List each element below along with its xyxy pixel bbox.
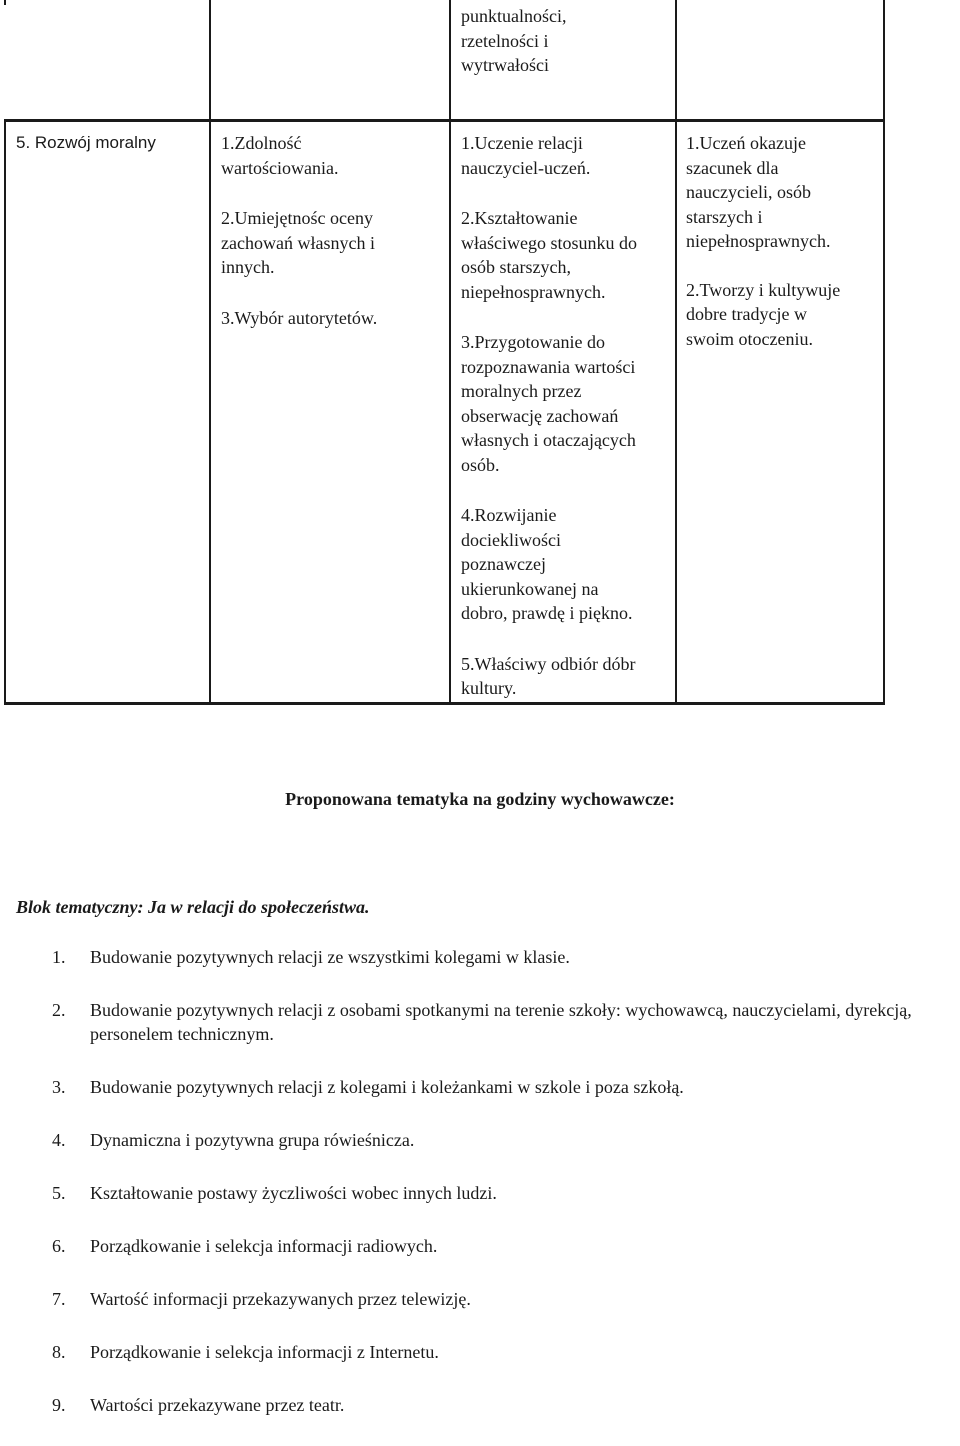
list-item <box>0 1181 960 1205</box>
list-item <box>0 1393 960 1417</box>
list-item-text: Wartości przekazywane przez teatr. <box>90 1395 345 1415</box>
content-item: 5.Właściwy odbiór dóbr kultury. <box>461 653 636 698</box>
skill-item: 2.Umiejętnośc oceny zachowań własnych i innych. <box>221 208 375 277</box>
table-divider-1 <box>209 0 211 705</box>
list-item-number: 4. <box>52 1130 66 1150</box>
table-cell-continuation: punktualności, rzetelności i wytrwałości <box>461 6 567 75</box>
skill-item: 1.Zdolność wartościowania. <box>221 133 339 178</box>
list-item-number: 6. <box>52 1236 66 1256</box>
skill-item: 3.Wybór autorytetów. <box>221 307 378 328</box>
section-title: Proponowana tematyka na godziny wychowawcze: <box>285 789 675 809</box>
list-item-text: Dynamiczna i pozytywna grupa rówieśnicza. <box>90 1130 415 1150</box>
list-item-number: 1. <box>52 947 66 967</box>
content-item: 2.Kształtowanie właściwego stosunku do osób starszych, niepełnosprawnych. <box>461 208 637 302</box>
content-item: 1.Uczenie relacji nauczyciel-uczeń. <box>461 133 591 178</box>
table-divider-3 <box>675 0 677 705</box>
content-item: 4.Rozwijanie dociekliwości poznawczej ukierunkowanej na dobro, prawdę i piękno. <box>461 505 633 623</box>
table-border-left <box>4 121 6 705</box>
list-item-text: Budowanie pozytywnych relacji ze wszystkimi kolegami w klasie. <box>90 947 570 967</box>
table-cell-outcomes <box>686 131 876 351</box>
table-divider-2 <box>449 0 451 705</box>
list-item <box>0 1234 960 1258</box>
outcome-item: 2.Tworzy i kultywuje dobre tradycje w swoim otoczeniu. <box>686 279 841 349</box>
list-item-text: Wartość informacji przekazywanych przez telewizję. <box>90 1289 471 1309</box>
list-item-text: Kształtowanie postawy życzliwości wobec innych ludzi. <box>90 1183 497 1203</box>
list-item <box>0 1128 960 1152</box>
list-item-text: Porządkowanie i selekcja informacji z Internetu. <box>90 1342 439 1362</box>
list-item-number: 2. <box>52 1000 66 1020</box>
list-item <box>0 998 960 1046</box>
list-item-text: Porządkowanie i selekcja informacji radiowych. <box>90 1236 438 1256</box>
list-item-number: 9. <box>52 1395 66 1415</box>
block-title: Blok tematyczny: Ja w relacji do społeczeństwa. <box>16 897 370 917</box>
list-item <box>0 1287 960 1311</box>
list-item-number: 8. <box>52 1342 66 1362</box>
list-item-text: Budowanie pozytywnych relacji z osobami spotkanymi na terenie szkoły: wychowawcą, nauczycielami, dyrekcją, personelem technicznym. <box>90 1000 912 1044</box>
area-label: 5. Rozwój moralny <box>16 133 156 152</box>
table-cell-area <box>16 131 196 156</box>
table-border-bottom <box>4 702 885 705</box>
table-cell-content <box>461 131 673 701</box>
topics-list <box>0 945 960 1446</box>
list-item-number: 3. <box>52 1077 66 1097</box>
table-border-left-top <box>4 0 6 5</box>
list-item <box>0 945 960 969</box>
list-item <box>0 1075 960 1099</box>
list-item-text: Budowanie pozytywnych relacji z kolegami i koleżankami w szkole i poza szkołą. <box>90 1077 684 1097</box>
list-item-number: 7. <box>52 1289 66 1309</box>
table-border-right <box>883 0 885 705</box>
list-item <box>0 1340 960 1364</box>
table-cell-skills <box>221 131 441 330</box>
content-item: 3.Przygotowanie do rozpoznawania wartości moralnych przez obserwację zachowań własnych i otaczających osób. <box>461 332 636 475</box>
outcome-item: 1.Uczeń okazuje szacunek dla nauczycieli, osób starszych i niepełnosprawnych. <box>686 133 831 251</box>
table-row-separator <box>4 119 885 122</box>
list-item-number: 5. <box>52 1183 66 1203</box>
